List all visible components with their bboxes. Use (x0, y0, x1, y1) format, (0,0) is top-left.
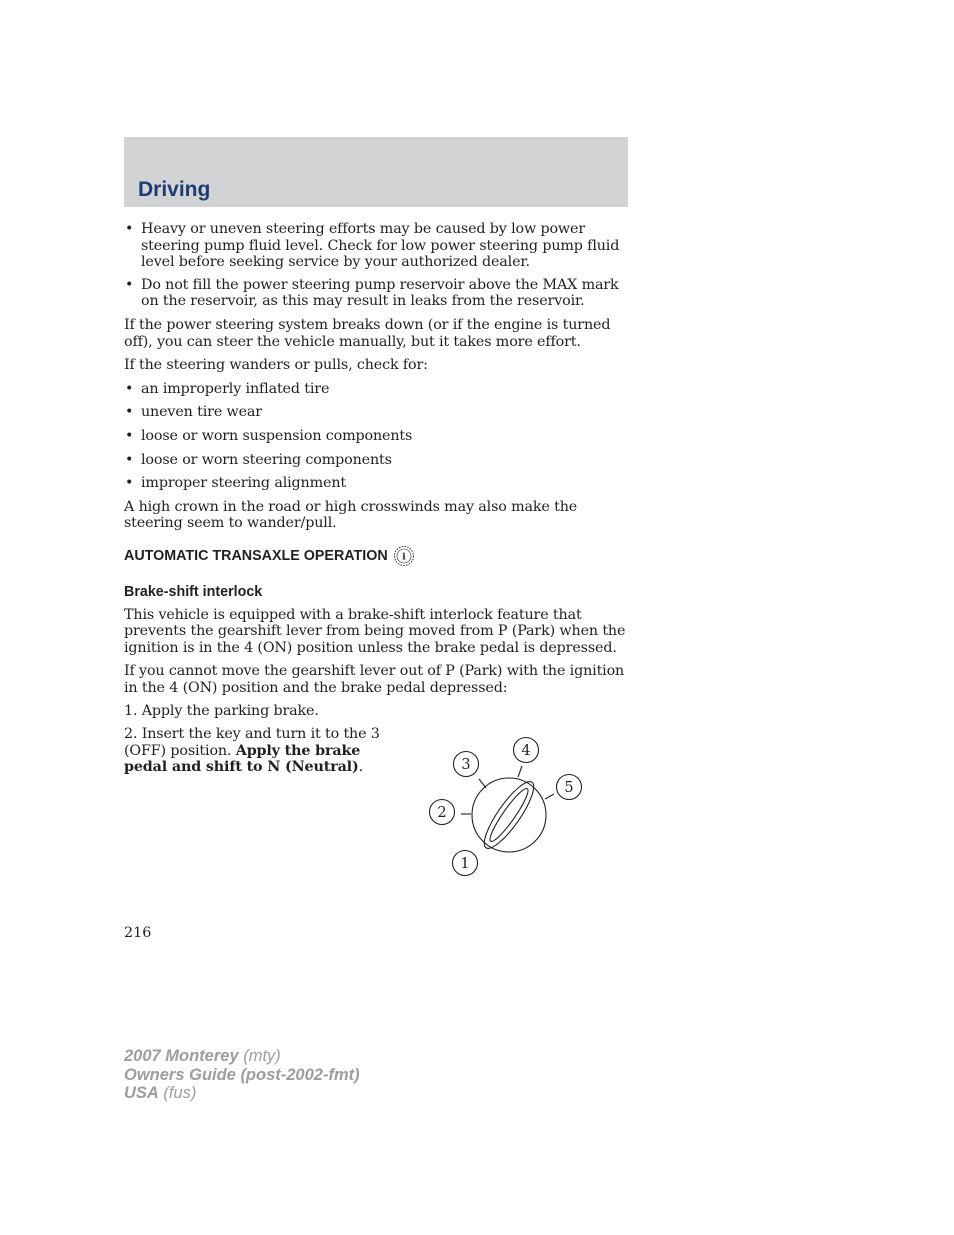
bullet-icon: • (125, 451, 134, 468)
bullet-icon: • (125, 276, 134, 293)
list-item (124, 221, 630, 271)
paragraph-crown: A high crown in the road or high crosswinds may also make the steering seem to wander/pull. (124, 498, 578, 532)
position-label: 2 (437, 805, 447, 821)
paragraph-cannot-move: If you cannot move the gearshift lever out of P (Park) with the ignition in the 4 (ON) position and the brake pedal depressed: (124, 663, 625, 696)
list-item (124, 277, 630, 310)
footer-model-code: (mty) (238, 1047, 281, 1065)
ignition-cylinder (472, 778, 546, 852)
paragraph-breakdown: If the power steering system breaks down (or if the engine is turned off), you can steer the vehicle manually, but it takes more effort. (124, 316, 611, 350)
bullet-icon: • (125, 380, 134, 397)
footer-line (124, 1047, 360, 1066)
position-label: 1 (460, 856, 470, 872)
list-item (124, 452, 630, 469)
list-item (124, 475, 630, 492)
bullet-text: Do not fill the power steering pump reservoir above the MAX mark on the reservoir, as this may result in leaks from the reservoir. (141, 276, 619, 310)
service-gear-icon (393, 545, 415, 567)
bullet-text: loose or worn suspension components (141, 427, 413, 444)
page-content (124, 221, 630, 776)
footer-line (124, 1066, 360, 1085)
list-item (124, 381, 630, 398)
svg-text:i: i (401, 552, 406, 563)
ignition-switch-diagram (424, 733, 588, 879)
bullet-icon: • (125, 404, 134, 421)
position-label: 5 (564, 780, 574, 796)
step-1: 1. Apply the parking brake. (124, 703, 319, 720)
step-2-text: 2. Insert the key and turn it to the 3 (OFF) position. (124, 726, 380, 759)
paragraph-interlock: This vehicle is equipped with a brake-shift interlock feature that prevents the gearshift lever from being moved from P (Park) when the ignition is in the 4 (ON) position unless the brake pedal is depressed. (124, 606, 626, 656)
position-tick (479, 779, 486, 788)
sub-heading: Brake-shift interlock (124, 583, 263, 600)
list-item (124, 428, 630, 445)
section-heading (124, 545, 630, 567)
position-label: 3 (461, 757, 471, 773)
step-2-end: . (358, 759, 363, 776)
paragraph-wander: If the steering wanders or pulls, check for: (124, 357, 428, 374)
step-2-bold: Apply the brake pedal and shift to N (Neutral) (124, 742, 361, 776)
page-number: 216 (124, 925, 152, 941)
list-item (124, 404, 630, 421)
bullet-text: improper steering alignment (141, 475, 346, 492)
footer-market: USA (124, 1084, 159, 1102)
position-label: 4 (521, 743, 531, 759)
bullet-icon: • (125, 427, 134, 444)
section-title: Driving (138, 178, 211, 201)
bullet-icon: • (125, 475, 134, 492)
step-2 (124, 726, 384, 776)
bullet-text: an improperly inflated tire (141, 380, 330, 397)
bullet-text: loose or worn steering components (141, 451, 392, 468)
bullet-text: uneven tire wear (141, 404, 262, 421)
section-heading-text: AUTOMATIC TRANSAXLE OPERATION (124, 547, 388, 564)
bullet-text: Heavy or uneven steering efforts may be caused by low power steering pump fluid level. Check for low power steering pump fluid level before seeking service by your authorized dealer. (141, 221, 620, 271)
position-tick (545, 794, 554, 799)
position-tick (518, 766, 522, 777)
footer-line (124, 1084, 360, 1103)
document-footer (124, 1047, 360, 1103)
footer-model: 2007 Monterey (124, 1047, 239, 1065)
footer-guide: Owners Guide (post-2002-fmt) (124, 1065, 360, 1084)
footer-market-code: (fus) (158, 1084, 197, 1102)
key-slot (477, 776, 541, 854)
bullet-icon: • (125, 221, 134, 237)
